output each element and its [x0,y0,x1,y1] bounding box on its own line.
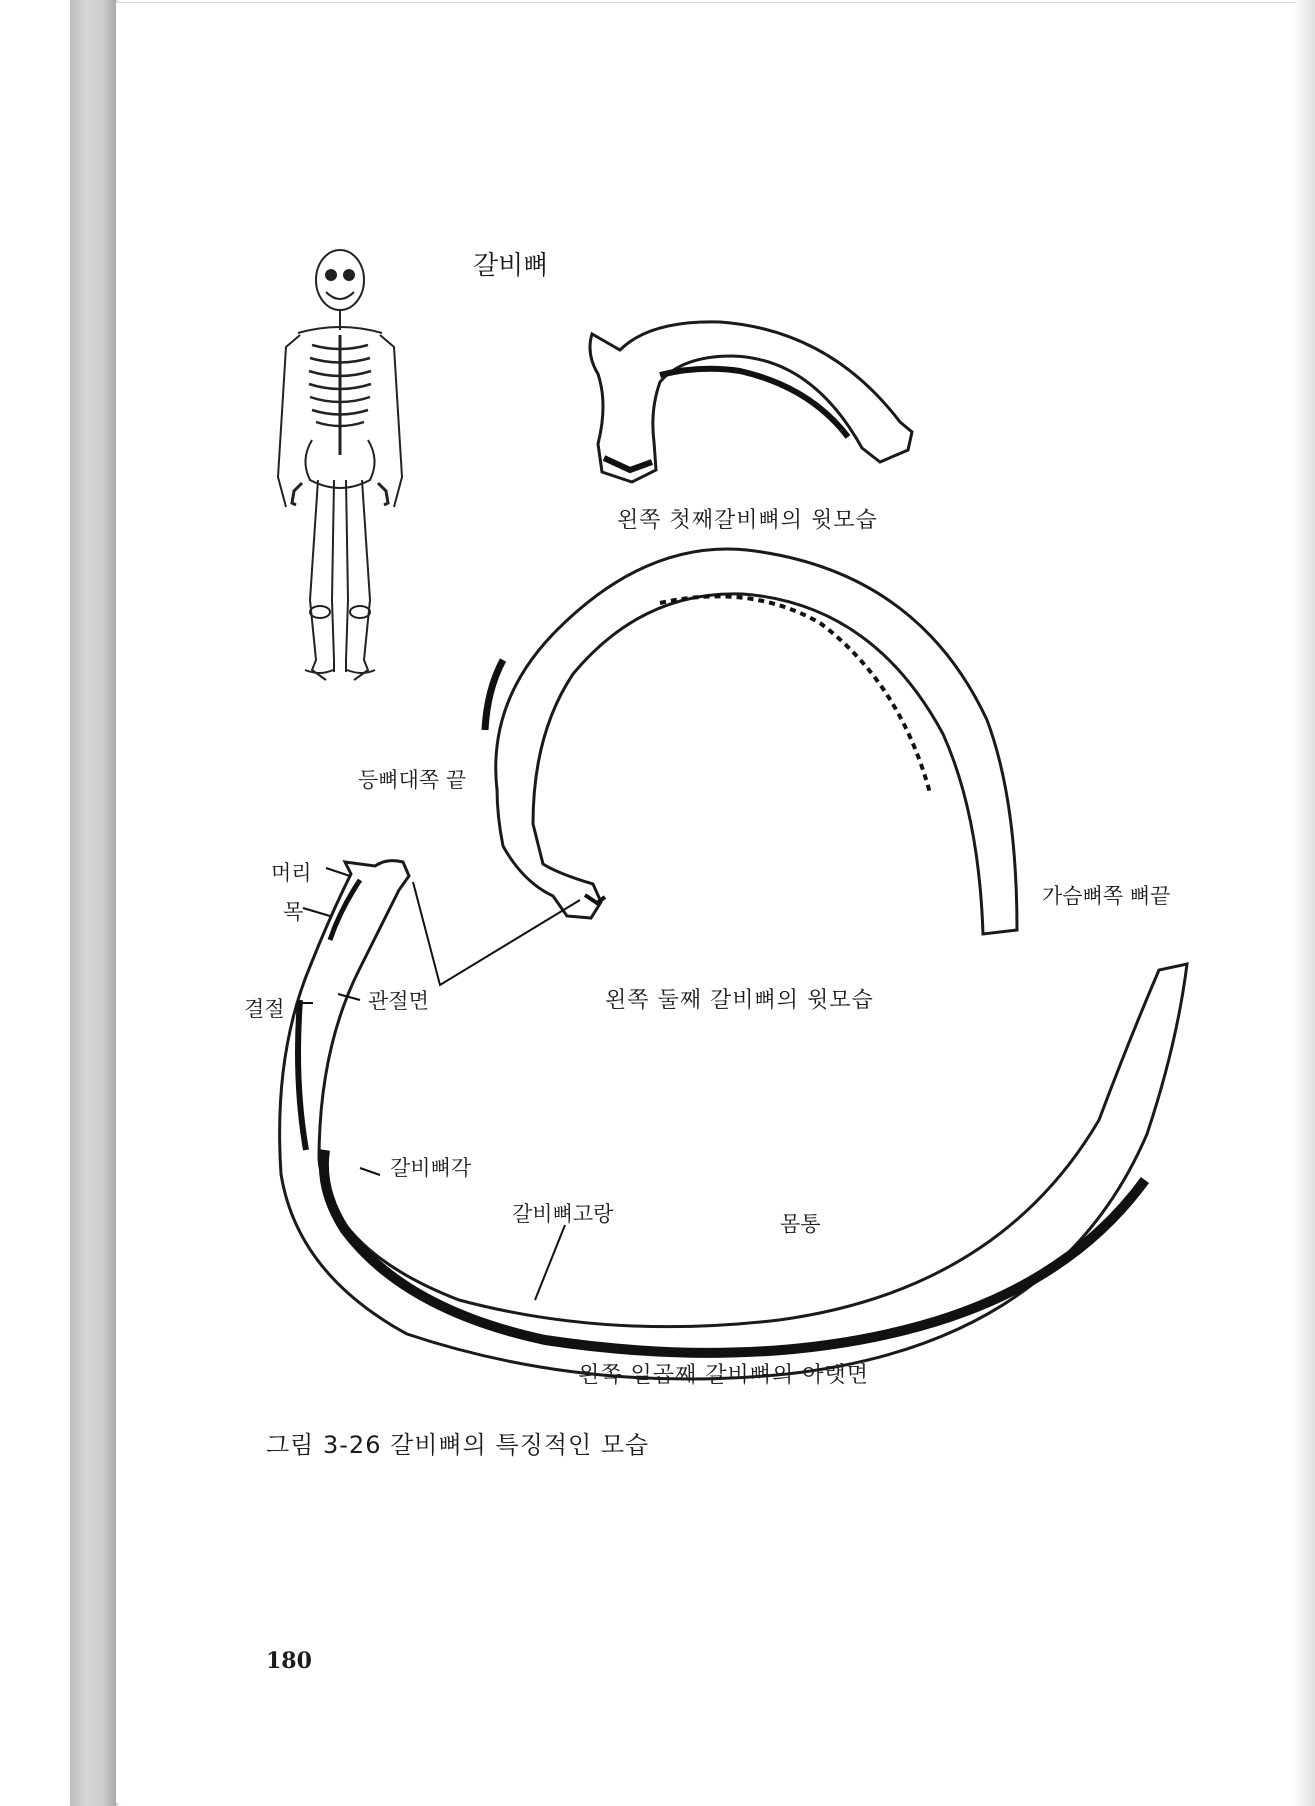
shaft-label: 몸통 [780,1212,821,1236]
seventh-rib-caption: 왼쪽 일곱째 갈비뼈의 아랫면 [578,1363,870,1388]
neck-label: 목 [283,900,304,924]
costal-groove-label: 갈비뼈고랑 [512,1202,614,1226]
vertebral-end-label: 등뼈대쪽 끝 [358,768,467,792]
seventh-rib [280,861,1187,1379]
first-rib-caption: 왼쪽 첫째갈비뼈의 윗모습 [617,508,878,533]
skeleton-figure [278,250,402,680]
first-rib [590,322,912,482]
sternal-end-label: 가슴뼈쪽 뼈끝 [1042,884,1171,908]
head-label: 머리 [271,861,312,885]
second-rib [485,549,1017,934]
costal-angle-label: 갈비뼈각 [390,1156,472,1180]
second-rib-caption: 왼쪽 둘째 갈비뼈의 윗모습 [605,988,874,1013]
figure-caption: 그림 3-26 갈비뼈의 특징적인 모습 [266,1431,650,1459]
tubercle-label: 결절 [244,997,285,1021]
articular-facet-label: 관절면 [368,989,429,1013]
figure-heading: 갈비뼈 [473,251,549,281]
page-number: 180 [266,1648,312,1674]
